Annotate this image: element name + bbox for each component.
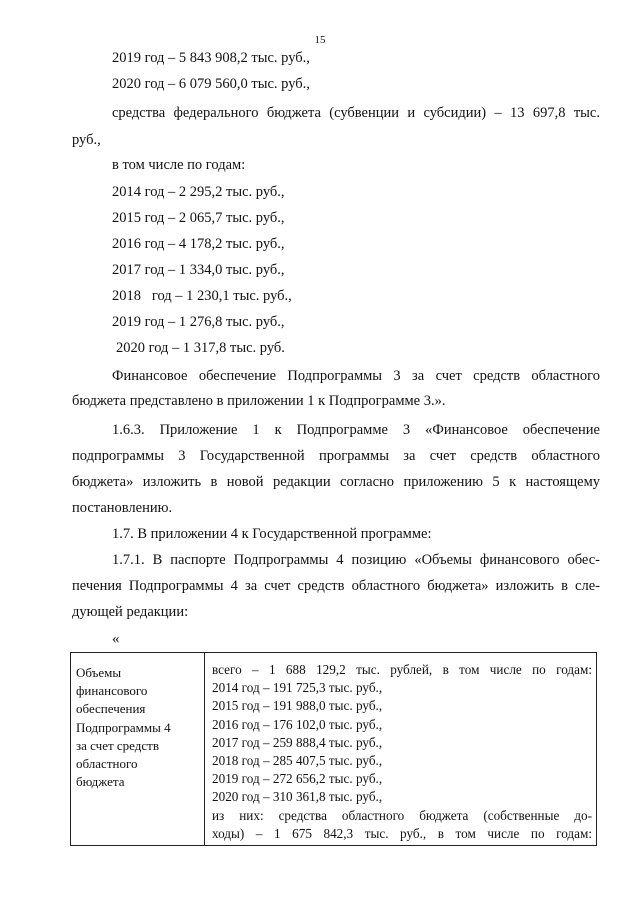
page-number: 15 — [314, 34, 326, 46]
text-line: 2019 год – 5 843 908,2 тыс. руб., — [112, 50, 310, 66]
value-line: всего – 1 688 129,2 тыс. рублей, в том числе по годам: — [212, 662, 592, 677]
value-line: 2015 год – 191 988,0 тыс. руб., — [212, 698, 383, 714]
value-line: ходы) – 1 675 842,3 тыс. руб., в том числе по годам: — [212, 825, 592, 841]
label-line: Объемы — [76, 665, 122, 680]
text-line: Финансовое обеспечение Подпрограммы 3 за счет средств областного — [112, 368, 600, 384]
year-line: 2017 год – 1 334,0 тыс. руб., — [112, 262, 285, 278]
text-line: дующей редакции: — [72, 604, 189, 620]
text-line: 2020 год – 6 079 560,0 тыс. руб., — [112, 76, 310, 92]
text-line: 1.7.1. В паспорте Подпрограммы 4 позицию «Объемы финансового обес- — [112, 552, 600, 568]
year-line: 2015 год – 2 065,7 тыс. руб., — [112, 210, 285, 226]
text-line: руб., — [72, 132, 101, 148]
text-line: бюджета представлено в приложении 1 к Подпрограмме 3.». — [72, 393, 446, 409]
value-line: 2020 год – 310 361,8 тыс. руб., — [212, 789, 383, 805]
year-line: 2019 год – 1 276,8 тыс. руб., — [112, 314, 285, 330]
year-line: 2014 год – 2 295,2 тыс. руб., — [112, 184, 285, 200]
text-line: подпрограммы 3 Государственной программы за счет средств областного — [72, 448, 600, 464]
value-line: 2014 год – 191 725,3 тыс. руб., — [212, 680, 383, 696]
column-divider — [204, 653, 205, 845]
value-line: 2016 год – 176 102,0 тыс. руб., — [212, 716, 383, 732]
table-value-cell — [212, 661, 592, 843]
year-line: 2018 год – 1 230,1 тыс. руб., — [112, 288, 292, 304]
label-line: областного — [76, 756, 138, 772]
text-line: средства федерального бюджета (субвенции и субсидии) – 13 697,8 тыс. — [112, 105, 600, 121]
label-line: Подпрограммы 4 — [76, 719, 171, 735]
funding-table — [70, 652, 597, 846]
label-line: обеспечения — [76, 701, 146, 717]
label-line: финансового — [76, 683, 148, 699]
text-line: печения Подпрограммы 4 за счет средств областного бюджета» изложить в сле- — [72, 578, 600, 594]
table-label-cell — [76, 664, 171, 791]
year-line: 2016 год – 4 178,2 тыс. руб., — [112, 236, 285, 252]
value-line: 2018 год – 285 407,5 тыс. руб., — [212, 753, 383, 769]
text-line: бюджета» изложить в новой редакции согласно приложению 5 к настоящему — [72, 474, 600, 490]
text-line: 1.7. В приложении 4 к Государственной программе: — [112, 526, 432, 542]
year-line: 2020 год – 1 317,8 тыс. руб. — [116, 340, 285, 356]
value-line: 2017 год – 259 888,4 тыс. руб., — [212, 734, 383, 750]
quote-mark: « — [112, 631, 120, 647]
label-line: бюджета — [76, 774, 125, 790]
label-line: за счет средств — [76, 737, 159, 753]
value-line: из них: средства областного бюджета (собственные до- — [212, 807, 592, 823]
text-line: 1.6.3. Приложение 1 к Подпрограмме 3 «Финансовое обеспечение — [112, 422, 600, 438]
text-line: в том числе по годам: — [112, 157, 246, 173]
text-line: постановлению. — [72, 500, 173, 516]
value-line: 2019 год – 272 656,2 тыс. руб., — [212, 771, 383, 787]
